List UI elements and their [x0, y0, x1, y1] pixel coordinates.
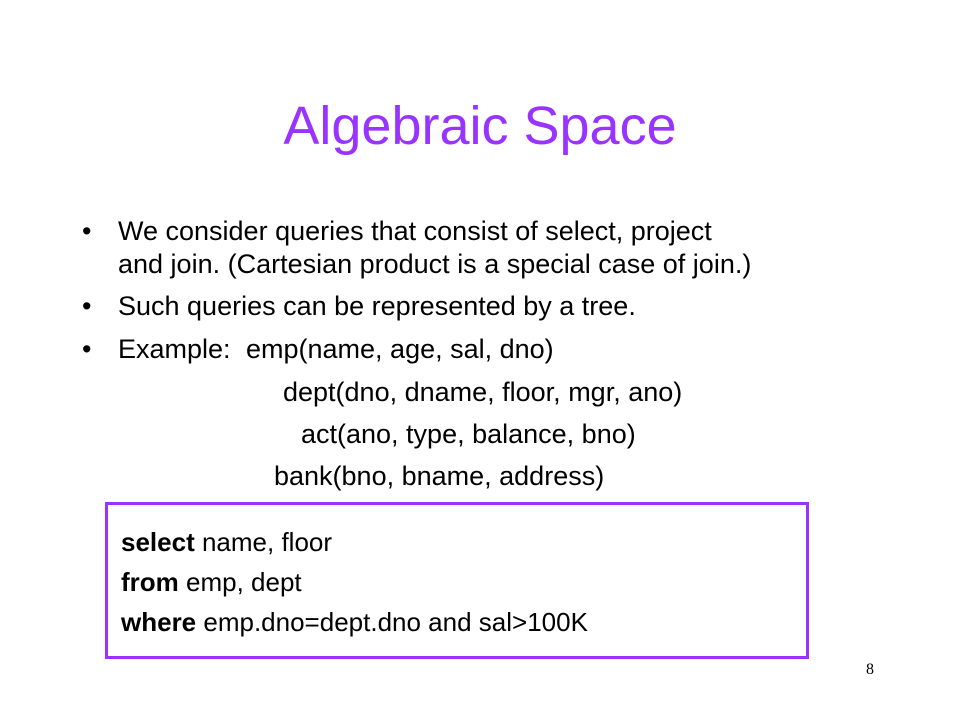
sql-select-columns: name, floor [194, 527, 333, 557]
example-label: Example: [118, 334, 231, 364]
sql-select-line [121, 526, 332, 558]
schema-bank: bank(bno, bname, address) [274, 461, 605, 491]
bullet-text: Such queries can be represented by a tree. [118, 291, 636, 321]
bullet-text: We consider queries that consist of select, project [118, 216, 712, 246]
sql-keyword-from: from [121, 567, 179, 597]
schema-dept: dept(dno, dname, floor, mgr, ano) [283, 377, 683, 407]
bullet-marker: • [82, 216, 92, 246]
schema-emp: emp(name, age, sal, dno) [246, 334, 554, 364]
slide-title: Algebraic Space [283, 96, 677, 156]
sql-keyword-select: select [121, 527, 195, 557]
bullet-marker: • [82, 334, 92, 364]
sql-where-condition: emp.dno=dept.dno and sal>100K [196, 607, 588, 637]
sql-where-line [121, 606, 588, 638]
sql-from-tables: emp, dept [178, 567, 302, 597]
bullet-item-1-continuation: and join. (Cartesian product is a special case of join.) [118, 249, 752, 279]
schema-act: act(ano, type, balance, bno) [301, 419, 636, 449]
sql-keyword-where: where [121, 607, 197, 637]
sql-query-box [105, 502, 809, 659]
sql-from-line [121, 566, 302, 598]
page-number: 8 [866, 661, 874, 678]
bullet-marker: • [82, 291, 92, 321]
